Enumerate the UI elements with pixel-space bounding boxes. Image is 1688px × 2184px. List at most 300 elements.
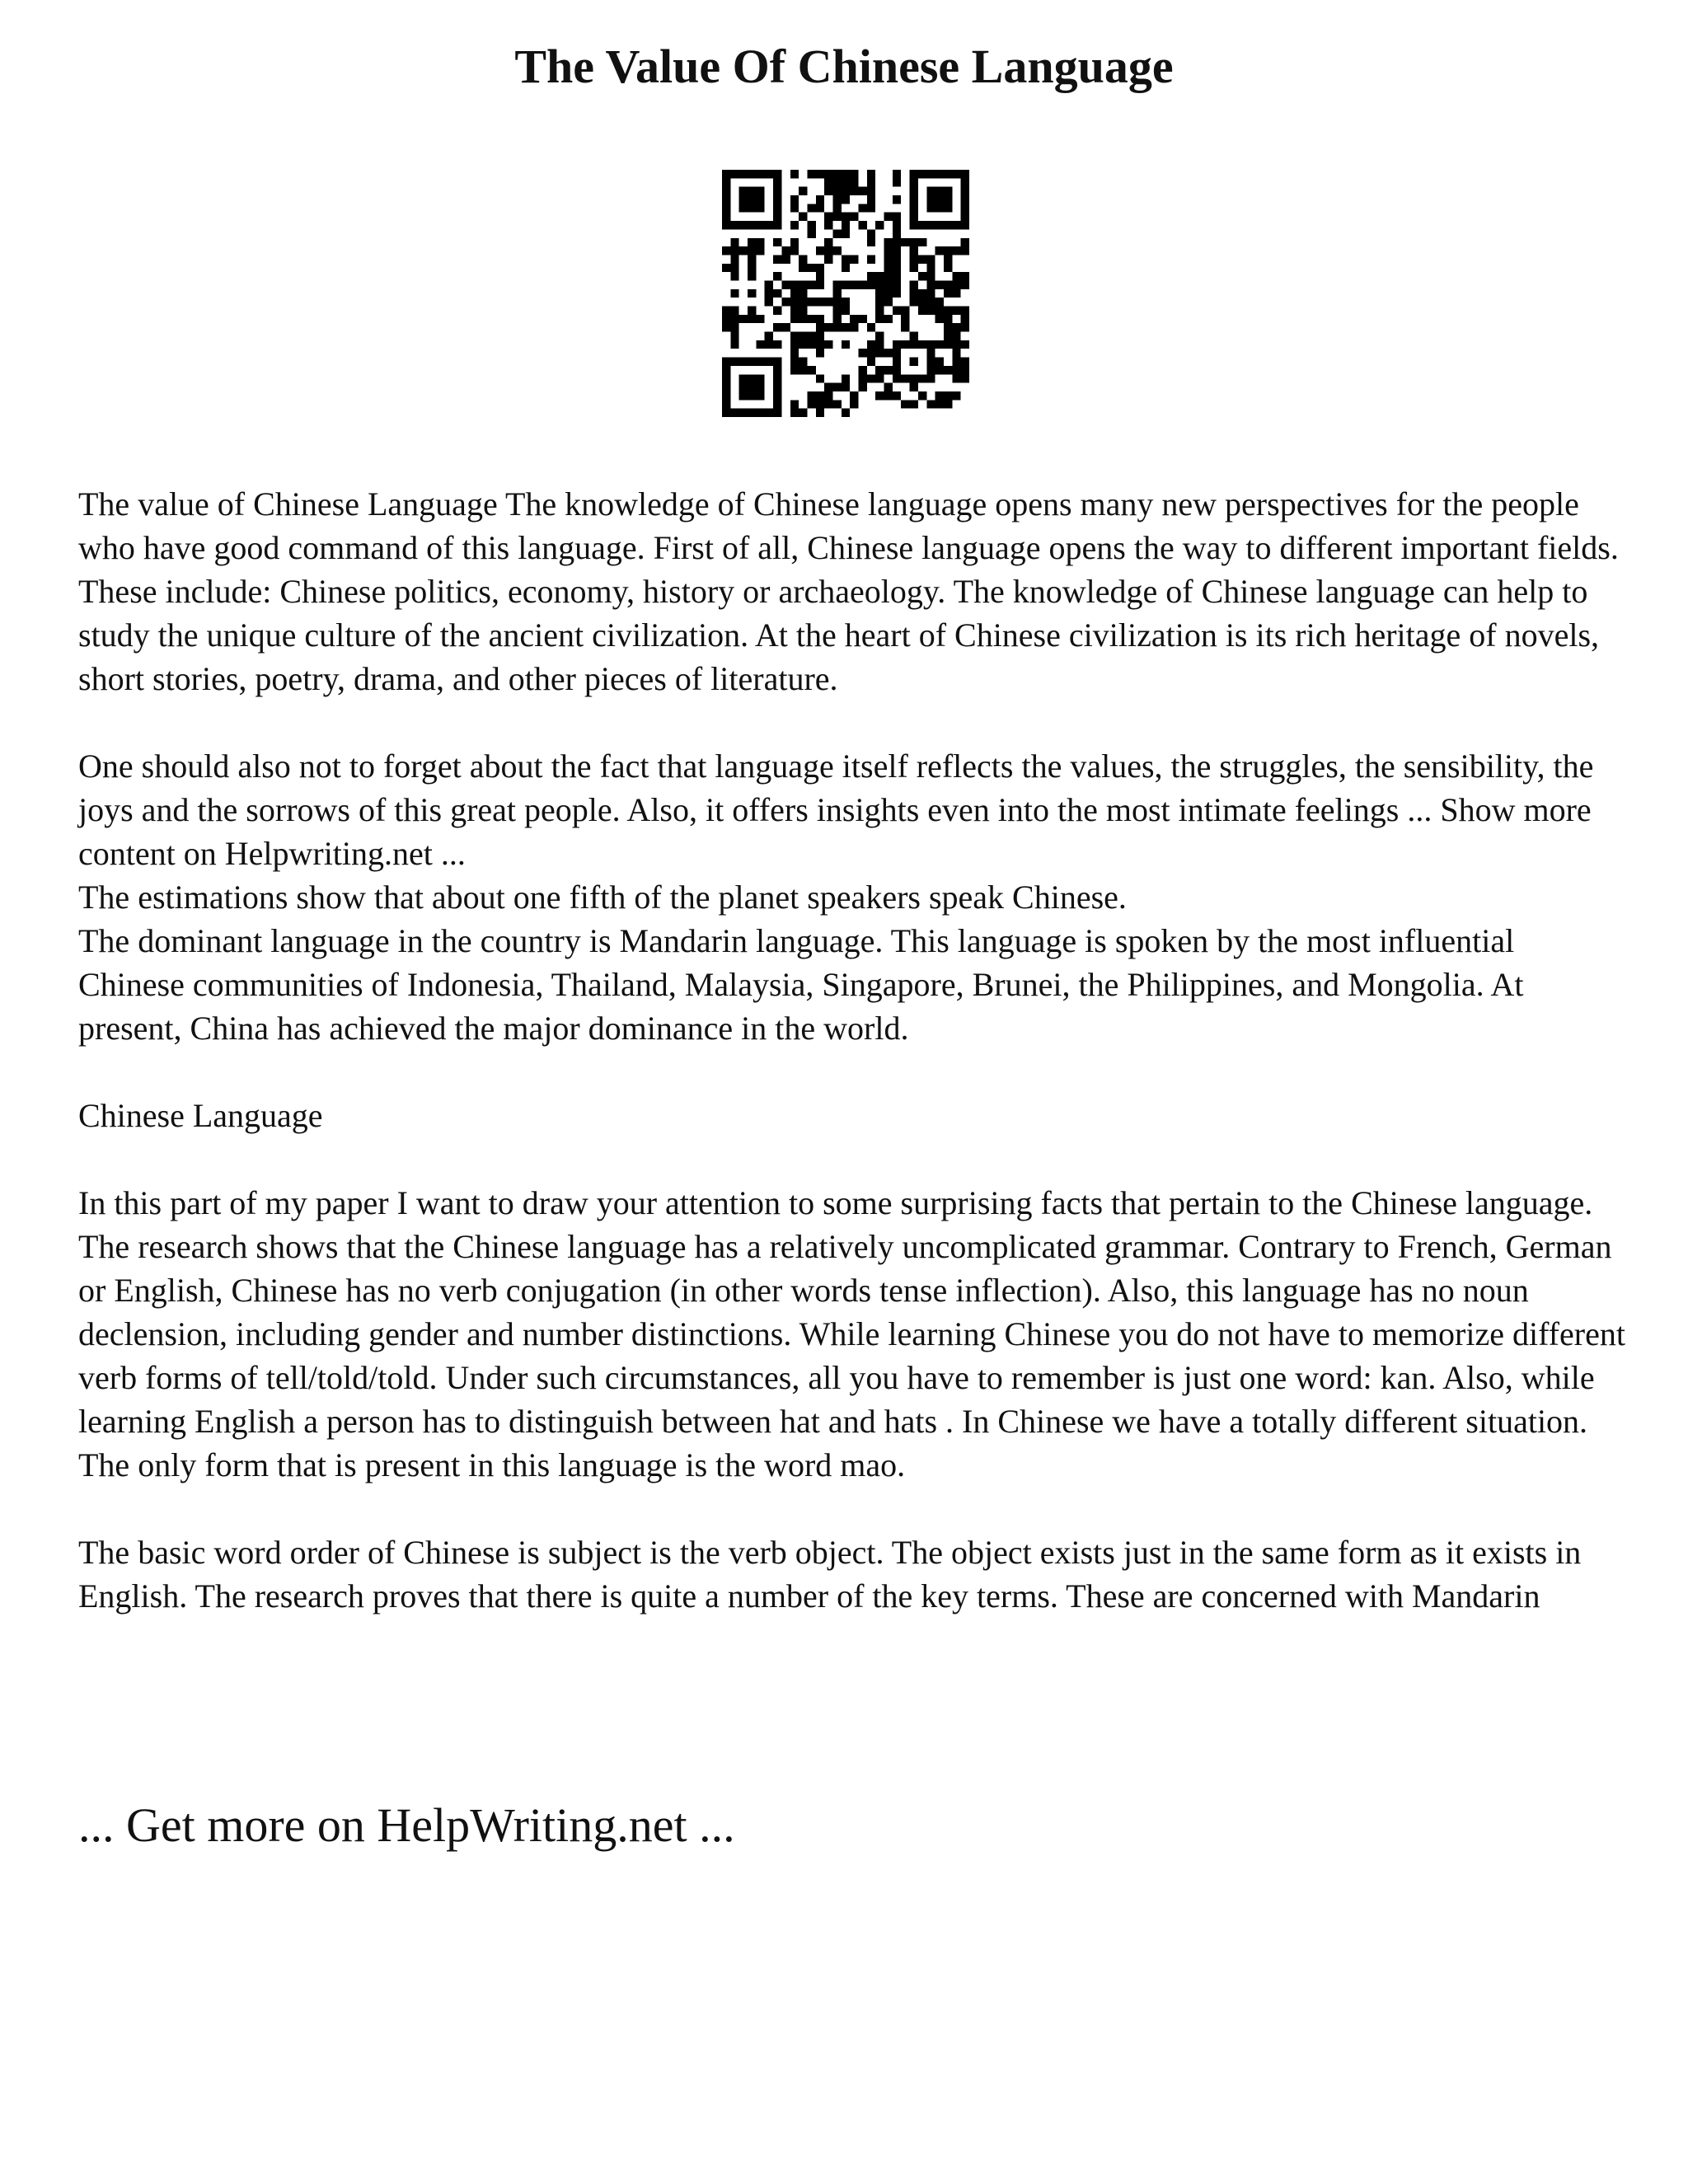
qr-module [893,195,901,204]
qr-module [850,400,858,408]
qr-module [859,221,867,229]
qr-module [807,264,815,272]
qr-module [816,272,824,280]
qr-module [832,280,841,288]
qr-module [850,255,858,263]
qr-module [730,332,738,340]
qr-module [935,340,944,349]
qr-module [867,349,875,357]
qr-module [799,340,807,349]
qr-module [875,272,884,280]
qr-module [952,246,960,255]
qr-module [935,366,944,374]
qr-module [773,238,781,246]
qr-module [842,255,850,263]
qr-module [748,315,756,323]
qr-module [748,272,756,280]
paragraph-reflection: One should also not to forget about the fact that language itself reflects the values, the struggles, the sensibility, the joys and the sorrows of this great people. Also, it offers insights even into the most intimate feelings ... Show more content on Helpwriting.net ... [78,748,1594,872]
qr-module [944,400,952,408]
qr-module [952,272,960,280]
qr-module [765,298,773,306]
qr-module [842,178,850,186]
qr-module [807,221,815,229]
qr-module [850,391,858,400]
qr-module [850,323,858,331]
qr-module [944,307,952,315]
qr-module [730,255,738,263]
qr-module [961,307,969,315]
qr-module [748,255,756,263]
qr-module [832,246,841,255]
qr-module [859,315,867,323]
qr-module [799,280,807,288]
qr-module [816,246,824,255]
qr-module [893,238,901,246]
qr-module [790,238,799,246]
paragraph-estimations: The estimations show that about one fifth of the planet speakers speak Chinese. [78,879,1127,916]
qr-module [781,298,790,306]
qr-module [799,358,807,366]
qr-module [918,298,926,306]
qr-module [961,358,969,366]
qr-module [926,400,935,408]
qr-module [799,255,807,263]
qr-module [935,280,944,288]
qr-module [893,391,901,400]
qr-module [799,298,807,306]
qr-module [867,204,875,212]
qr-module [781,323,790,331]
qr-module [756,340,764,349]
qr-module [961,340,969,349]
qr-module [961,374,969,382]
qr-module [926,255,935,263]
qr-module [918,391,926,400]
paragraph-word-order: The basic word order of Chinese is subject is the verb object. The object exists just in the same form as it exists in English. The research proves that there is quite a number of the key terms. These are concerned with Mandarin [78,1534,1582,1615]
qr-code-graphic [722,170,969,417]
qr-module [842,264,850,272]
qr-module [944,280,952,288]
qr-module [901,323,909,331]
paragraph-gap [78,1487,1628,1530]
qr-module [722,246,730,255]
qr-module [893,221,901,229]
qr-module [842,187,850,195]
qr-module [824,400,832,408]
paragraph-intro: The value of Chinese Language The knowledge of Chinese language opens many new perspectives for the people who have good command of this language. First of all, Chinese language opens the way to different important fields. These include: Chinese politics, economy, history or archaeology. The knowledge of Chinese language can help to study the unique culture of the ancient civilization. At the heart of Chinese civilization is its rich heritage of novels, short stories, poetry, drama, and other pieces of literature. [78,485,1619,697]
qr-module [790,170,799,178]
qr-module [832,315,841,323]
qr-module [824,391,832,400]
qr-module [781,255,790,263]
qr-module [790,246,799,255]
qr-module [875,332,884,340]
qr-module [944,246,952,255]
qr-module [867,323,875,331]
qr-module [893,255,901,263]
qr-module [910,264,918,272]
qr-module [842,280,850,288]
qr-module [918,272,926,280]
qr-module [867,280,875,288]
qr-module [884,349,893,357]
qr-module [799,187,807,195]
qr-module [893,170,901,178]
qr-module [867,187,875,195]
qr-module [850,170,858,178]
qr-module [961,315,969,323]
qr-module [824,246,832,255]
qr-module [910,298,918,306]
qr-module [756,246,764,255]
qr-module [867,229,875,237]
qr-module [884,391,893,400]
qr-module [875,391,884,400]
qr-module [807,315,815,323]
qr-finder-center [926,187,952,213]
qr-finder-center [739,374,765,400]
qr-module [935,307,944,315]
qr-module [901,400,909,408]
qr-module [893,289,901,298]
qr-module [910,238,918,246]
qr-module [807,400,815,408]
qr-module [765,289,773,298]
qr-module [893,229,901,237]
qr-module [799,332,807,340]
qr-module [824,298,832,306]
qr-module [790,289,799,298]
qr-module [867,358,875,366]
qr-module [799,307,807,315]
qr-module [790,349,799,357]
qr-module [824,170,832,178]
qr-finder-center [739,187,765,213]
qr-module [832,400,841,408]
qr-module [790,307,799,315]
qr-module [935,315,944,323]
paragraph-dominant-language: The dominant language in the country is Mandarin language. This language is spoken by the most influential Chinese communities of Indonesia, Thailand, Malaysia, Singapore, Brunei, the Philippines, and Mongolia. At present, China has achieved the major dominance in the world. [78,922,1524,1047]
qr-module [910,332,918,340]
qr-module [926,289,935,298]
qr-module [875,289,884,298]
qr-module [875,307,884,315]
qr-module [756,315,764,323]
qr-module [748,289,756,298]
qr-module [850,178,858,186]
qr-module [901,307,909,315]
qr-module [952,340,960,349]
qr-module [730,340,738,349]
qr-module [832,323,841,331]
qr-module [926,298,935,306]
qr-module [832,383,841,391]
qr-module [824,383,832,391]
qr-module [884,264,893,272]
get-more-link[interactable]: ... Get more on HelpWriting.net ... [78,1798,735,1852]
qr-module [926,280,935,288]
qr-module [884,238,893,246]
qr-module [832,289,841,298]
qr-module [832,187,841,195]
qr-module [867,178,875,186]
qr-module [807,366,815,374]
qr-module [944,289,952,298]
qr-module [867,238,875,246]
qr-module [807,332,815,340]
qr-module [893,280,901,288]
qr-module [875,315,884,323]
qr-module [842,307,850,315]
qr-module [790,204,799,212]
qr-module [781,246,790,255]
qr-module [926,264,935,272]
qr-module [842,221,850,229]
qr-module [944,391,952,400]
qr-module [790,340,799,349]
qr-module [842,229,850,237]
qr-module [918,238,926,246]
qr-module [893,213,901,221]
qr-module [893,272,901,280]
qr-module [867,374,875,382]
qr-module [824,178,832,186]
page-title: The Value Of Chinese Language [514,40,1174,93]
qr-module [790,409,799,417]
qr-module [918,289,926,298]
qr-module [739,246,748,255]
qr-module [859,374,867,382]
qr-module [901,238,909,246]
qr-module [842,409,850,417]
qr-module [961,272,969,280]
qr-module [884,272,893,280]
qr-module [816,298,824,306]
qr-module [790,298,799,306]
qr-module [944,264,952,272]
qr-module [816,264,824,272]
qr-module [952,349,960,357]
qr-module [842,213,850,221]
qr-module [850,315,858,323]
qr-module [952,280,960,288]
qr-module [765,332,773,340]
qr-alignment-center [910,358,918,366]
qr-module [730,238,738,246]
qr-module [850,187,858,195]
qr-module [824,323,832,331]
qr-module [884,246,893,255]
qr-module [790,280,799,288]
qr-module [850,280,858,288]
qr-module [730,272,738,280]
qr-module [816,170,824,178]
qr-module [910,280,918,288]
qr-module [867,255,875,263]
qr-module [816,315,824,323]
qr-module [944,255,952,263]
qr-module [790,315,799,323]
qr-module [722,323,730,331]
qr-module [935,391,944,400]
paragraph-gap [78,1137,1628,1181]
qr-module [893,178,901,186]
qr-code-icon [722,170,969,417]
qr-module [875,340,884,349]
qr-module [859,349,867,357]
qr-module [799,213,807,221]
paragraph-grammar: In this part of my paper I want to draw your attention to some surprising facts that pertain to the Chinese language. The research shows that the Chinese language has a relatively uncomplicated grammar. Contrary to French, German or English, Chinese has no verb conjugation (in other words tense inflection). Also, this language has no noun declension, including gender and number distinctions. While learning Chinese you do not have to memorize different verb forms of tell/told/told. Under such circumstances, all you have to remember is just one word: kan. Also, while learning English a person has to distinguish between hat and hats . In Chinese we have a totally different situation. The only form that is present in this language is the word mao. [78,1184,1625,1483]
qr-module [748,307,756,315]
qr-module [867,340,875,349]
qr-module [756,238,764,246]
qr-module [790,332,799,340]
qr-module [875,349,884,357]
qr-module [730,264,738,272]
paragraph-gap [78,701,1628,744]
qr-module [832,307,841,315]
qr-module [816,332,824,340]
qr-module [748,238,756,246]
qr-module [816,280,824,288]
qr-module [875,366,884,374]
qr-module [859,280,867,288]
qr-module [816,204,824,212]
qr-module [722,315,730,323]
qr-module [842,323,850,331]
qr-module [730,323,738,331]
qr-module [935,298,944,306]
qr-module [952,391,960,400]
qr-module [859,383,867,391]
qr-module [893,307,901,315]
qr-module [765,280,773,288]
qr-module [935,246,944,255]
qr-module [842,383,850,391]
qr-module [935,400,944,408]
qr-module [884,280,893,288]
qr-module [832,229,841,237]
qr-module [842,298,850,306]
qr-module [748,246,756,255]
qr-module [842,374,850,382]
qr-module [961,323,969,331]
qr-module [867,170,875,178]
qr-module [842,195,850,204]
qr-module [799,264,807,272]
qr-module [807,340,815,349]
qr-module [961,238,969,246]
qr-module [944,366,952,374]
qr-module [893,264,901,272]
qr-module [824,187,832,195]
qr-module [807,280,815,288]
qr-module [807,170,815,178]
qr-module [850,213,858,221]
qr-module [901,315,909,323]
qr-module [944,323,952,331]
qr-module [910,255,918,263]
qr-module [867,272,875,280]
qr-module [832,195,841,204]
qr-module [748,264,756,272]
qr-module [824,213,832,221]
qr-module [918,255,926,263]
qr-module [790,400,799,408]
qr-module [875,280,884,288]
qr-module [893,246,901,255]
qr-module [790,366,799,374]
qr-module [781,280,790,288]
qr-module [944,315,952,323]
qr-module [807,391,815,400]
qr-module [884,289,893,298]
qr-module [816,374,824,382]
qr-module [722,307,730,315]
qr-module [816,323,824,331]
qr-module [859,187,867,195]
section-heading: Chinese Language [78,1097,323,1134]
qr-module [944,332,952,340]
qr-module [773,307,781,315]
qr-module [730,289,738,298]
qr-module [961,366,969,374]
qr-module [875,374,884,382]
qr-module [952,332,960,340]
paragraph-gap [78,1050,1628,1094]
qr-module [926,307,935,315]
qr-module [952,289,960,298]
qr-module [765,340,773,349]
qr-module [832,178,841,186]
qr-module [884,255,893,263]
qr-module [824,238,832,246]
qr-module [773,340,781,349]
qr-module [824,340,832,349]
qr-module [816,400,824,408]
qr-module [807,229,815,237]
qr-module [935,358,944,366]
qr-module [952,323,960,331]
qr-module [842,340,850,349]
qr-module [842,170,850,178]
qr-module [961,246,969,255]
qr-module [722,264,730,272]
qr-module [824,221,832,229]
qr-module [875,221,884,229]
qr-module [799,289,807,298]
qr-module [910,400,918,408]
qr-module [773,255,781,263]
qr-module [816,340,824,349]
qr-module [910,289,918,298]
qr-module [832,204,841,212]
qr-module [807,204,815,212]
qr-module [875,298,884,306]
qr-module [739,315,748,323]
qr-module [884,298,893,306]
qr-module [884,213,893,221]
qr-module [884,315,893,323]
qr-module [773,289,781,298]
qr-module [730,246,738,255]
qr-module [884,383,893,391]
qr-module [910,246,918,255]
qr-module [773,323,781,331]
qr-module [910,383,918,391]
qr-module [952,358,960,366]
qr-module [816,409,824,417]
